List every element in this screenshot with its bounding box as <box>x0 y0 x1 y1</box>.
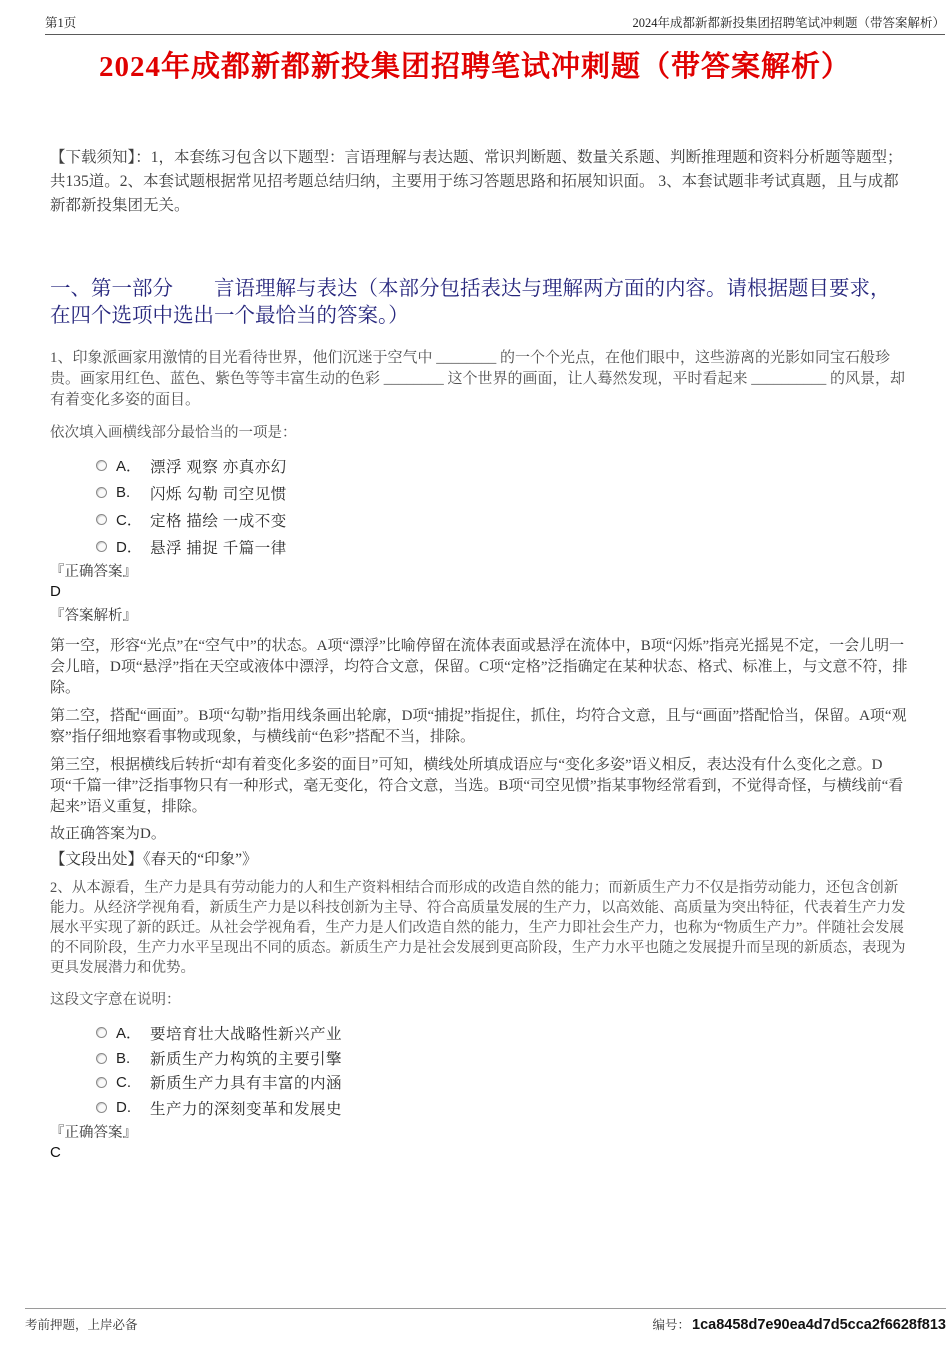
radio-button-icon[interactable] <box>96 1102 107 1113</box>
option-d[interactable] <box>50 533 908 560</box>
option-letter: C. <box>116 1073 131 1091</box>
option-a[interactable] <box>50 452 908 479</box>
option-letter: D． <box>116 539 142 556</box>
option-text: 悬浮 捕捉 千篇一律 <box>150 539 287 557</box>
option-letter: A． <box>116 1025 142 1042</box>
question-1-stem: 1、印象派画家用激情的目光看待世界，他们沉迷于空气中 ________ 的一个个光点，在他们眼中，这些游离的光影如同宝石般珍贵。画家用红色、蓝色、紫色等等丰富生动的色彩 ________ 这个世界的画面，让人蓦然发现，平时看起来 __________ 的风景，却有着变化多姿的面目。 <box>50 350 906 408</box>
option-text: 新质生产力具有丰富的内涵 <box>150 1075 343 1092</box>
question-1-prompt: 依次填入画横线部分最恰当的一项是： <box>50 425 297 441</box>
option-c[interactable] <box>50 506 908 533</box>
option-letter: A． <box>116 458 142 475</box>
radio-button-icon[interactable] <box>96 541 107 552</box>
analysis-paragraph-1: 第一空，形容“光点”在“空气中”的状态。A项“漂浮”比喻停留在流体表面或悬浮在流体中，B项“闪烁”指亮光摇晃不定，一会儿明一会儿暗，D项“悬浮”指在天空或液体中漂浮，均符合文意，保留。C项“定格”泛指确定在某种状态、格式、标准上，与文意不符，排除。 <box>50 638 908 696</box>
radio-button-icon[interactable] <box>96 460 107 471</box>
document-body <box>50 140 908 1162</box>
answer-conclusion: 故正确答案为D。 <box>50 826 166 842</box>
radio-button-icon[interactable] <box>96 1053 107 1064</box>
question-2-stem: 2、从本源看，生产力是具有劳动能力的人和生产资料相结合而形成的改造自然的能力；而新质生产力不仅是指劳动能力，还包含创新能力。从经济学视角看，新质生产力是以科技创新为主导、符合高质量发展的生产力，以高效能、高质量为突出特征，代表着生产力发展水平实现了新的跃迁。从社会学视角看，生产力是人们改造自然的能力，生产力即社会生产力，也称为“物质生产力”。伴随社会发展的不同阶段，生产力水平呈现出不同的质态。新质生产力是社会发展到更高阶段，生产力水平也随之发展提升而呈现的新质态，表现为更具发展潜力和优势。 <box>50 880 906 976</box>
passage-source: 【文段出处】《春天的“印象”》 <box>50 851 258 868</box>
option-text: 漂浮 观察 亦真亦幻 <box>150 458 287 476</box>
option-b[interactable] <box>50 479 908 506</box>
option-letter: D. <box>116 1099 131 1116</box>
option-a[interactable] <box>50 1019 908 1046</box>
footer-id-label: 编号： <box>652 1318 691 1332</box>
footer-slogan: 考前押题，上岸必备 <box>25 1318 138 1332</box>
section-heading: 一、第一部分 言语理解与表达（本部分包括表达与理解两方面的内容。请根据题目要求，在四个选项中选出一个最恰当的答案。） <box>50 278 891 327</box>
option-d[interactable] <box>50 1094 908 1121</box>
page-footer <box>25 1308 946 1333</box>
option-letter: C． <box>116 512 142 529</box>
page-number: 第1页 <box>45 16 77 30</box>
radio-button-icon[interactable] <box>96 1077 107 1088</box>
analysis-paragraph-2: 第二空，搭配“画面”。B项“勾勒”指用线条画出轮廓，D项“捕捉”指捉住，抓住，均符合文意，且与“画面”搭配恰当，保留。A项“观察”指仔细地察看事物或现象，与横线前“色彩”搭配不当，排除。 <box>50 708 907 745</box>
analysis-paragraph-3: 第三空，根据横线后转折“却有着变化多姿的面目”可知，横线处所填成语应与“变化多姿”语义相反，表达没有什么变化之意。D项“千篇一律”泛指事物只有一种形式，毫无变化，符合文意，当选。B项“司空见惯”指某事物经常看到，不觉得奇怪，与横线前“看起来”语义重复，排除。 <box>50 757 904 815</box>
question-1-options <box>50 452 908 560</box>
option-letter: B. <box>116 1049 131 1067</box>
option-c[interactable] <box>50 1070 908 1094</box>
option-text: 闪烁 勾勒 司空见惯 <box>150 485 287 503</box>
correct-answer-label: 『正确答案』 <box>50 1125 137 1141</box>
option-text: 新质生产力构筑的主要引擎 <box>150 1051 343 1068</box>
radio-button-icon[interactable] <box>96 1027 107 1038</box>
document-title: 2024年成都新都新投集团招聘笔试冲刺题（带答案解析） <box>98 51 851 83</box>
question-2-answer: C <box>50 1144 61 1161</box>
option-text: 要培育壮大战略性新兴产业 <box>150 1025 343 1043</box>
header-doc-title: 2024年成都新都新投集团招聘笔试冲刺题（带答案解析） <box>632 16 945 30</box>
option-letter: B. <box>116 484 131 501</box>
radio-button-icon[interactable] <box>96 487 107 498</box>
correct-answer-label: 『正确答案』 <box>50 564 137 580</box>
footer-id-value: 1ca8458d7e90ea4d7d5cca2f6628f813 <box>692 1317 946 1333</box>
question-2-options <box>50 1019 908 1121</box>
question-1-answer: D <box>50 583 61 600</box>
download-notice: 【下载须知】：1，本套练习包含以下题型：言语理解与表达题、常识判断题、数量关系题、判断推理题和资料分析题等题型；共135道。2、本套试题根据常见招考题总结归纳，主要用于练习答题思路和拓展知识面。 3、本套试题非考试真题，且与成都新都新投集团无关。 <box>50 149 903 214</box>
option-text: 定格 描绘 一成不变 <box>150 512 287 530</box>
footer-id <box>653 1315 946 1333</box>
option-text: 生产力的深刻变革和发展史 <box>150 1100 343 1118</box>
question-2-prompt: 这段文字意在说明： <box>50 992 181 1008</box>
page-header <box>45 13 945 35</box>
answer-analysis-label: 『答案解析』 <box>50 608 137 624</box>
option-b[interactable] <box>50 1046 908 1070</box>
radio-button-icon[interactable] <box>96 514 107 525</box>
